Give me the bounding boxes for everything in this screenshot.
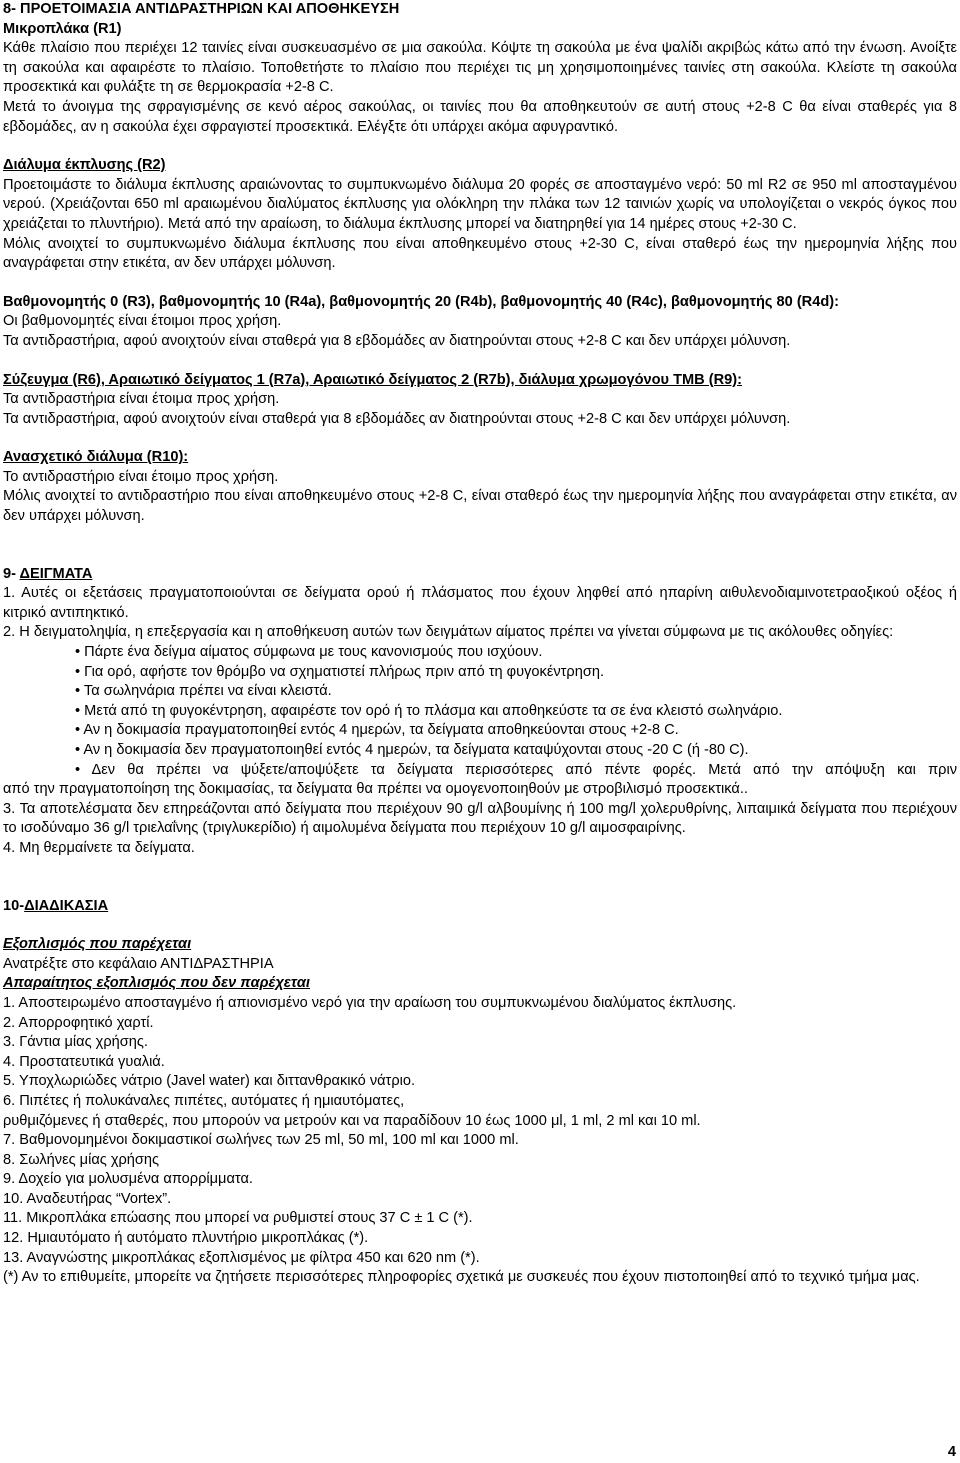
- r2-paragraph-2: Μόλις ανοιχτεί το συμπυκνωμένο διάλυμα έκπλυσης που είναι αποθηκευμένο στους +2-30 C, είναι σταθερό έως την ημερομηνία λήξης που αναγράφεται στην ετικέτα, αν δεν υπάρχει μόλυνση.: [3, 235, 957, 272]
- r1-paragraph-1: Κάθε πλαίσιο που περιέχει 12 ταινίες είναι συσκευασμένο σε μια σακούλα. Κόψτε τη σακούλα με ένα ψαλίδι ακριβώς κάτω από την ένωση. Ανοίξτε τη σακούλα και αφαιρέστε το πλαίσιο. Τοποθετήστε το πλαίσιο που περιέχει τις μη χρησιμοποιημένες ταινίες στη σακούλα. Κλείστε τη σακούλα προσεκτικά και φυλάξτε τη σε θερμοκρασία +2-8 C.: [3, 40, 957, 96]
- equipment-item: 9. Δοχείο για μολυσμένα απορρίμματα.: [3, 1171, 253, 1188]
- equipment-item: ρυθμιζόμενες ή σταθερές, που μπορούν να μετρούν και να παραδίδουν 10 έως 1000 μl, 1 ml, 2 ml και 10 ml.: [3, 1112, 701, 1129]
- conjugate-paragraph-1: Τα αντιδραστήρια είναι έτοιμα προς χρήση.: [3, 391, 280, 408]
- r1-paragraph-2: Μετά το άνοιγμα της σφραγισμένης σε κενό αέρος σακούλας, οι ταινίες που θα αποθηκευτούν σε αυτή στους +2-8 C θα είναι σταθερές για 8 εβδομάδες, αν η σακούλα έχει σφραγιστεί προσεκτικά. Ελέγξτε ότι υπάρχει ακόμα αφυγραντικό.: [3, 98, 957, 135]
- equipment-item: 10. Αναδευτήρας “Vortex”.: [3, 1190, 172, 1207]
- r1-title: Μικροπλάκα (R1): [3, 20, 122, 37]
- section-9-heading: ΔΕΙΓΜΑΤΑ: [19, 565, 93, 582]
- samples-bullet: • Πάρτε ένα δείγμα αίματος σύμφωνα με τους κανονισμούς που ισχύουν.: [75, 644, 543, 661]
- equipment-provided-text: Ανατρέξτε στο κεφάλαιο ΑΝΤΙΔΡΑΣΤΗΡΙΑ: [3, 955, 274, 972]
- samples-item-3: 3. Τα αποτελέσματα δεν επηρεάζονται από δείγματα που περιέχουν 90 g/l αλβουμίνης ή 100 mg/l χολερυθρίνης, λιπαιμικά δείγματα που περιέχουν το ισοδύναμο 36 g/l τριελαΐνης (τριγλυκερίδιο) ή αιμολυμένα δείγματα που περιέχουν 10 g/l αιμοσφαιρίνης.: [3, 800, 957, 837]
- calibrators-paragraph-1: Οι βαθμονομητές είναι έτοιμοι προς χρήση.: [3, 313, 282, 330]
- samples-bullet-last-continuation: από την πραγματοποίηση της δοκιμασίας, τα δείγματα θα πρέπει να ομογενοποιηθούν με στροβιλισμό προσεκτικά..: [3, 781, 748, 798]
- equipment-item: 5. Υποχλωριώδες νάτριο (Javel water) και διττανθρακικό νάτριο.: [3, 1073, 416, 1090]
- calibrators-paragraph-2: Τα αντιδραστήρια, αφού ανοιχτούν είναι σταθερά για 8 εβδομάδες αν διατηρούνται στους +2-8 C και δεν υπάρχει μόλυνση.: [3, 332, 791, 349]
- equipment-item: 7. Βαθμονομημένοι δοκιμαστικοί σωλήνες των 25 ml, 50 ml, 100 ml και 1000 ml.: [3, 1132, 519, 1149]
- page-number: 4: [947, 1444, 956, 1460]
- equipment-item: 6. Πιπέτες ή πολυκάναλες πιπέτες, αυτόματες ή ημιαυτόματες,: [3, 1092, 405, 1109]
- equipment-item: 1. Αποστειρωμένο αποσταγμένο ή απιονισμένο νερό για την αραίωση του συμπυκνωμένου διαλύματος έκπλυσης.: [3, 994, 737, 1011]
- equipment-item: 4. Προστατευτικά γυαλιά.: [3, 1053, 165, 1070]
- r2-title: Διάλυμα έκπλυσης (R2): [3, 157, 166, 174]
- samples-item-4: 4. Μη θερμαίνετε τα δείγματα.: [3, 839, 195, 856]
- samples-bullet: • Αν η δοκιμασία δεν πραγματοποιηθεί εντός 4 ημερών, τα δείγματα καταψύχονται στους -20 C (ή -80 C).: [75, 742, 749, 758]
- samples-item-2: 2. Η δειγματοληψία, η επεξεργασία και η αποθήκευση αυτών των δειγμάτων αίματος πρέπει να γίνεται σύμφωνα με τις ακόλουθες οδηγίες:: [3, 624, 894, 641]
- equipment-required-title: Απαραίτητος εξοπλισμός που δεν παρέχεται: [3, 975, 310, 992]
- equipment-item: 13. Αναγνώστης μικροπλάκας εξοπλισμένος με φίλτρα 450 και 620 nm (*).: [3, 1249, 480, 1266]
- samples-bullet: • Τα σωληνάρια πρέπει να είναι κλειστά.: [75, 683, 332, 700]
- equipment-provided-title: Εξοπλισμός που παρέχεται: [3, 936, 192, 953]
- equipment-item: 3. Γάντια μίας χρήσης.: [3, 1034, 148, 1051]
- document-page: [3, 0, 957, 1288]
- conjugate-title: Σύζευγμα (R6), Αραιωτικό δείγματος 1 (R7a), Αραιωτικό δείγματος 2 (R7b), διάλυμα χρωμογόνου ΤΜΒ (R9):: [3, 371, 742, 388]
- equipment-item: 8. Σωλήνες μίας χρήσης: [3, 1151, 160, 1168]
- samples-item-1: 1. Αυτές οι εξετάσεις πραγματοποιούνται σε δείγματα ορού ή πλάσματος που έχουν ληφθεί από ηπαρίνη αιθυλενοδιαμινοτετραοξικού οξέος ή κιτρικό αντιπηκτικό.: [3, 585, 957, 621]
- section-9-title: [3, 565, 957, 585]
- samples-bullet: • Αν η δοκιμασία πραγματοποιηθεί εντός 4 ημερών, τα δείγματα αποθηκεύονται στους +2-8 C.: [75, 722, 679, 739]
- equipment-item: 2. Απορροφητικό χαρτί.: [3, 1014, 154, 1031]
- samples-bullet: • Για ορό, αφήστε τον θρόμβο να σχηματιστεί πλήρως πριν από τη φυγοκέντρηση.: [75, 663, 604, 680]
- section-10-heading: ΔΙΑΔΙΚΑΣΙΑ: [24, 897, 109, 914]
- r2-paragraph-1: Προετοιμάστε το διάλυμα έκπλυσης αραιώνοντας το συμπυκνωμένο διάλυμα 20 φορές σε αποσταγμένο νερό: 50 ml R2 σε 950 ml αποσταγμένου νερού. (Χρειάζονται 650 ml αραιωμένου διαλύματος έκπλυσης για ολόκληρη την πλάκα των 12 ταινιών χωρίς να υπολογίζεται ο νεκρός όγκος που χρειάζεται το πλυντήριο). Μετά από την αραίωση, το διάλυμα έκπλυσης μπορεί να διατηρηθεί για 14 ημέρες στους +2-30 C.: [3, 176, 957, 232]
- equipment-footnote: (*) Αν το επιθυμείτε, μπορείτε να ζητήσετε περισσότερες πληροφορίες σχετικά με συσκευές που έχουν πιστοποιηθεί από το τεχνικό τμήμα μας.: [3, 1269, 920, 1286]
- calibrators-title: Βαθμονομητής 0 (R3), βαθμονομητής 10 (R4a), βαθμονομητής 20 (R4b), βαθμονομητής 40 (R4c), βαθμονομητής 80 (R4d):: [3, 293, 839, 310]
- section-10-title: [3, 897, 957, 917]
- conjugate-paragraph-2: Τα αντιδραστήρια, αφού ανοιχτούν είναι σταθερά για 8 εβδομάδες αν διατηρούνται στους +2-8 C και δεν υπάρχει μόλυνση.: [3, 410, 791, 427]
- section-10-number: 10-: [3, 897, 25, 914]
- stop-solution-paragraph-2: Μόλις ανοιχτεί το αντιδραστήριο που είναι αποθηκευμένο στους +2-8 C, είναι σταθερό έως την ημερομηνία λήξης που αναγράφεται στην ετικέτα, αν δεν υπάρχει μόλυνση.: [3, 488, 957, 525]
- stop-solution-title: Ανασχετικό διάλυμα (R10):: [3, 449, 189, 466]
- stop-solution-paragraph-1: Το αντιδραστήριο είναι έτοιμο προς χρήση.: [3, 468, 279, 485]
- equipment-item: 12. Ημιαυτόματο ή αυτόματο πλυντήριο μικροπλάκας (*).: [3, 1230, 369, 1247]
- equipment-item: 11. Μικροπλάκα επώασης που μπορεί να ρυθμιστεί στους 37 C ± 1 C (*).: [3, 1210, 473, 1227]
- samples-bullet-last: • Δεν θα πρέπει να ψύξετε/αποψύξετε τα δείγματα περισσότερες από πέντε φορές. Μετά από την απόψυξη και πριν: [75, 761, 957, 778]
- section-9-number: 9-: [3, 565, 20, 582]
- samples-bullet: • Μετά από τη φυγοκέντρηση, αφαιρέστε τον ορό ή το πλάσμα και αποθηκεύστε τα σε ένα κλειστό σωληνάριο.: [75, 702, 783, 719]
- section-8-title: 8- ΠΡΟΕΤΟΙΜΑΣΙΑ ΑΝΤΙΔΡΑΣΤΗΡΙΩΝ ΚΑΙ ΑΠΟΘΗΚΕΥΣΗ: [3, 1, 400, 17]
